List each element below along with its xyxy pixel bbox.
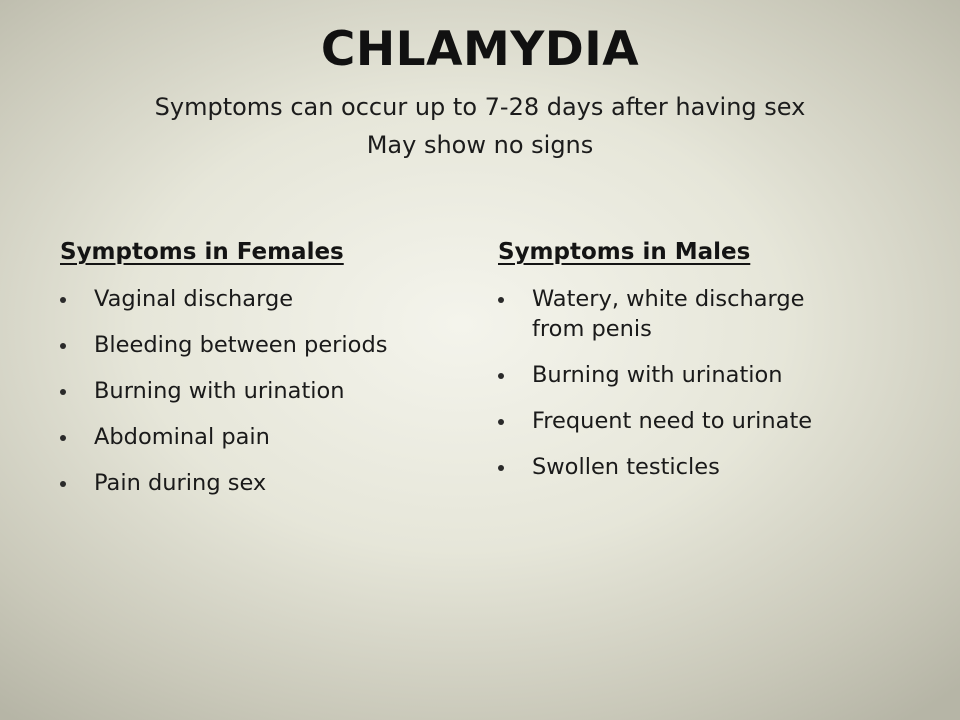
list-item — [498, 360, 918, 390]
list-item-text: Pain during sex — [94, 470, 267, 496]
subtitle-no-signs: May show no signs — [366, 131, 594, 159]
bullet-icon — [60, 389, 66, 395]
list-item — [60, 422, 460, 452]
bullet-icon — [498, 419, 504, 425]
females-symptom-list — [60, 284, 460, 498]
list-item — [60, 284, 460, 314]
bullet-icon — [60, 297, 66, 303]
list-item — [60, 376, 460, 406]
subtitle-onset: Symptoms can occur up to 7-28 days after having sex — [154, 93, 806, 121]
females-column — [60, 232, 460, 514]
list-item-text: Frequent need to urinate — [532, 408, 813, 434]
list-item-text: Burning with urination — [94, 378, 345, 404]
list-item-text: Watery, white discharge from penis — [532, 286, 805, 342]
list-item-text: Vaginal discharge — [94, 286, 294, 312]
males-symptom-list — [498, 284, 918, 482]
list-item-text: Bleeding between periods — [94, 332, 388, 358]
list-item-text: Burning with urination — [532, 362, 783, 388]
males-column — [498, 232, 918, 498]
bullet-icon — [498, 297, 504, 303]
list-item — [60, 330, 460, 360]
list-item-text: Abdominal pain — [94, 424, 270, 450]
bullet-icon — [60, 435, 66, 441]
bullet-icon — [498, 373, 504, 379]
list-item — [498, 284, 862, 344]
list-item — [498, 452, 918, 482]
females-heading: Symptoms in Females — [60, 239, 344, 265]
list-item-text: Swollen testicles — [532, 454, 720, 480]
bullet-icon — [60, 343, 66, 349]
list-item — [60, 468, 460, 498]
list-item — [498, 406, 918, 436]
slide-title: CHLAMYDIA — [320, 22, 640, 77]
males-heading: Symptoms in Males — [498, 239, 751, 265]
bullet-icon — [498, 465, 504, 471]
bullet-icon — [60, 481, 66, 487]
